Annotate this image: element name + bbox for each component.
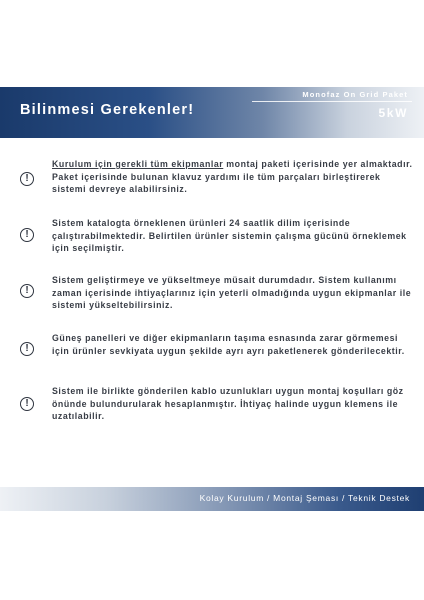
header-divider <box>252 101 412 102</box>
footer-text: Kolay Kurulum / Montaj Şeması / Teknik Destek <box>199 493 410 503</box>
info-item-text <box>52 274 414 312</box>
info-item-body: Sistem geliştirmeye ve yükseltmeye müsait durumdadır. Sistem kullanımı zaman içerisinde ihtiyaçlarınız için yeterli olmadığında uygun ekipmanlar ile sistemi yükseltebilirsiniz. <box>52 275 412 311</box>
info-item <box>0 158 424 218</box>
info-item-lead: Kurulum için gerekli tüm ekipmanlar <box>52 159 224 169</box>
exclamation-circle-icon: ! <box>20 284 34 298</box>
info-item-text <box>52 158 414 196</box>
exclamation-circle-icon: ! <box>20 342 34 356</box>
info-item <box>0 385 424 445</box>
info-item <box>0 332 424 392</box>
info-item-text <box>52 217 414 255</box>
info-item-text <box>52 385 414 423</box>
exclamation-circle-icon: ! <box>20 172 34 186</box>
exclamation-circle-icon: ! <box>20 397 34 411</box>
info-item <box>0 217 424 277</box>
footer-banner <box>0 487 424 511</box>
package-label: Monofaz On Grid Paket <box>302 90 408 99</box>
info-item <box>0 274 424 334</box>
info-item-text <box>52 332 414 357</box>
info-item-body: Sistem katalogta örneklenen ürünleri 24 saatlik dilim içerisinde çalıştırabilmektedir. Belirtilen ürünler sistemin çalışma gücünü örneklemek için seçilmiştir. <box>52 218 407 254</box>
page-title: Bilinmesi Gerekenler! <box>20 102 195 118</box>
info-item-body: Sistem ile birlikte gönderilen kablo uzunlukları uygun montaj koşulları göz önünde bulundurularak hesaplanmıştır. İhtiyaç halinde uygun klemens ile uzatılabilir. <box>52 386 404 422</box>
info-item-body: Güneş panelleri ve diğer ekipmanların taşıma esnasında zarar görmemesi için ürünler sevkiyata uygun şekilde ayrı ayrı paketlenerek gönderilecektir. <box>52 333 405 356</box>
power-label: 5kW <box>378 106 408 120</box>
info-item-body: montaj paketi içerisinde yer almaktadır. Paket içerisinde bulunan klavuz yardımı ile tüm parçaları birleştirerek sistemi devreye alabilirsiniz. <box>52 159 413 195</box>
exclamation-circle-icon: ! <box>20 228 34 242</box>
header-banner <box>0 87 424 138</box>
